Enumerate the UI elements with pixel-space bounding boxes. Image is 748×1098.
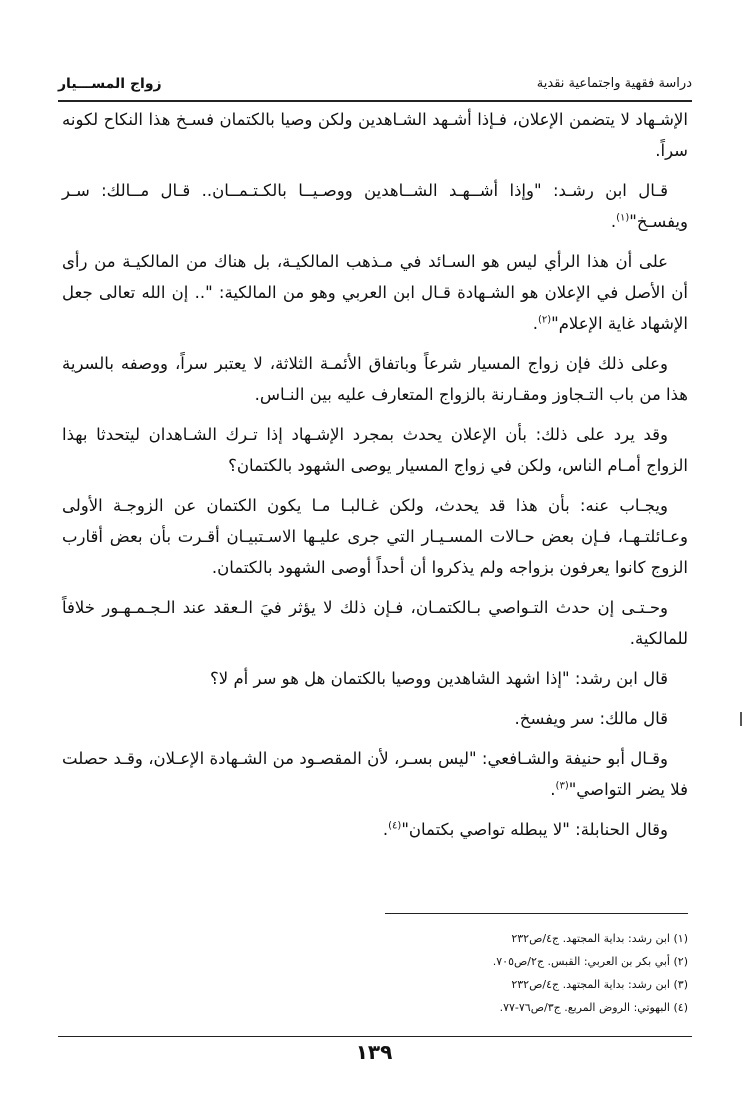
- scan-margin-mark: [740, 712, 742, 726]
- footnote-ref: (١): [616, 212, 630, 224]
- footnote-divider: [385, 913, 688, 914]
- footnote: (٤) البهوتي: الروض المربع. ج٣/ص٧٦-٧٧.: [499, 1001, 688, 1014]
- paragraph: وحـتـى إن حدث التـواصي بـالكتمـان، فـإن ذلك لا يؤثر فيَ الـعقد عند الـجـمـهـور خلافاً للمالكية.: [62, 598, 688, 648]
- footer-divider: [58, 1036, 692, 1037]
- footnote: (٢) أبي بكر بن العربي: القبس. ج٢/ص٧٠٥.: [492, 955, 688, 968]
- paragraph: وقال الحنابلة: "لا يبطله تواصي بكتمان"$^{(٤)}$.: [382, 820, 668, 839]
- paragraph: وعلى ذلك فإن زواج المسيار شرعاً وباتفاق الأئمـة الثلاثة، لا يعتبر سراً، ووصفه بالسرية هذا من باب التـجاوز ومقـارنة بالزواج المتعارف عليه بين النـاس.: [62, 354, 688, 404]
- running-header: [58, 72, 692, 98]
- footnote-ref: (٤): [388, 820, 402, 832]
- page-number: ١٣٩: [355, 1040, 393, 1064]
- footnote: (١) ابن رشد: بداية المجتهد. ج٤/ص٢٣٢: [511, 932, 688, 945]
- paragraph: قـال ابن رشـد: "وإذا أشــهـد الشــاهدين ووصـيــا بالكـتـمــان.. قـال مــالك: سـر ويفسـخ"$^{(١)}$.: [62, 181, 688, 231]
- paragraph: وقد يرد على ذلك: بأن الإعلان يحدث بمجرد الإشـهاد إذا تـرك الشـاهدان ليتحدثا بهذا الزواج أمـام الناس، ولكن في زواج المسيار يوصى الشهود بالكتمان؟: [62, 425, 688, 475]
- book-subtitle: دراسة فقهية واجتماعية نقدية: [536, 76, 692, 91]
- paragraph: على أن هذا الرأي ليس هو السـائد في مـذهب المالكيـة، بل هناك من المالكيـة من رأى أن الأصل في الإعلان هو الشـهادة قـال ابن العربي وهو من المالكية: ".. إن الله تعالى جعل الإشهاد غاية الإعلام"$^{(٢)}$.: [62, 252, 688, 333]
- body-text: [62, 104, 688, 854]
- footnote-ref: (٣): [555, 780, 569, 792]
- paragraph: قال ابن رشد: "إذا اشهد الشاهدين ووصيا بالكتمان هل هو سر أم لا؟: [210, 669, 668, 688]
- footnotes: [300, 927, 688, 1019]
- footnote: (٣) ابن رشد: بداية المجتهد. ج٤/ص٢٣٢: [511, 978, 688, 991]
- paragraph: وقـال أبو حنيفة والشـافعي: "ليس بسـر، لأن المقصـود من الشـهادة الإعـلان، وقـد حصلت فلا يضر التواصي"$^{(٣)}$.: [62, 749, 688, 799]
- paragraph: قال مالك: سر ويفسخ.: [514, 709, 668, 728]
- book-title: زواج المســـيار: [58, 76, 162, 92]
- footnote-ref: (٢): [537, 314, 552, 326]
- header-divider: [58, 100, 692, 102]
- paragraph: ويجـاب عنه: بأن هذا قد يحدث، ولكن غـالبـا مـا يكون الكتمان عن الزوجـة الأولى وعـائلتـهـا، فـإن بعض حـالات المسـيـار التي جرى عليـها الاسـتبيـان أقـرت بأن بعض أقارب الزوج كانوا يعرفون بزواجه ولم يذكروا أن أحداً أوصى الشهود بالكتمان.: [62, 496, 688, 577]
- paragraph: الإشـهاد لا يتضمن الإعلان، فـإذا أشـهد الشـاهدين ولكن وصيا بالكتمان فسـخ هذا النكاح لكونه سراً.: [62, 110, 688, 160]
